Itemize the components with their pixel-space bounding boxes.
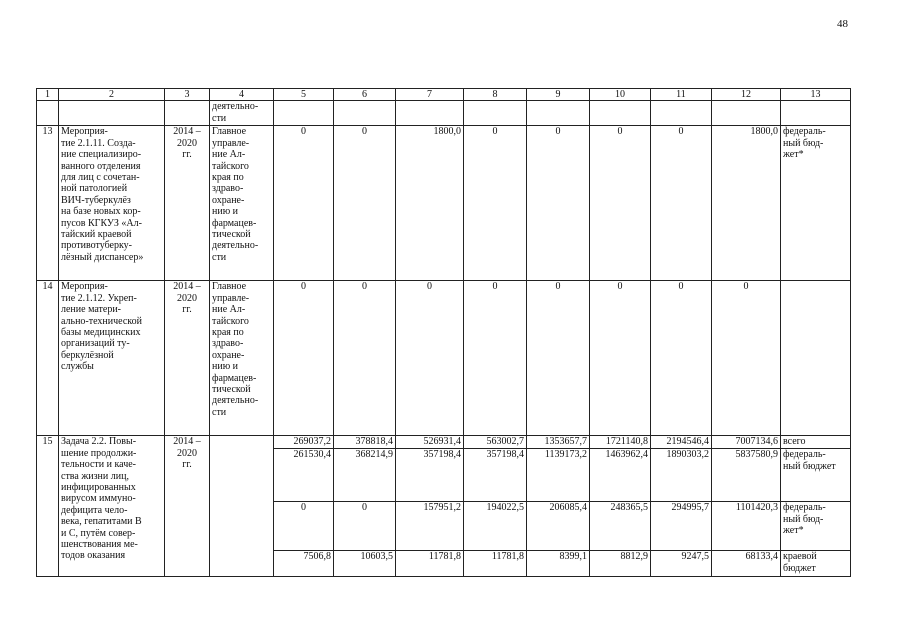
table-row xyxy=(37,126,851,281)
header-cell: 12 xyxy=(712,89,781,101)
executor-cell xyxy=(210,436,274,577)
executor-cell: деятельно- сти xyxy=(210,101,274,126)
period-cell: 2014 – 2020 гг. xyxy=(165,436,210,577)
measure-name: Мероприя- тие 2.1.12. Укреп- ление матери- ально-технической базы медицинских организаций ту- беркулёзной службы xyxy=(59,281,165,436)
source-cell xyxy=(781,281,851,436)
value-cell: 0 xyxy=(334,281,396,436)
value-cell: 0 xyxy=(651,281,712,436)
executor-cell: Главное управле- ние Ал- тайского края по здраво- охране- нию и фармацев- тической деятельно- сти xyxy=(210,126,274,281)
header-cell: 8 xyxy=(464,89,527,101)
value-cell: 0 xyxy=(464,126,527,281)
value-cell: 7506,8 xyxy=(274,551,334,577)
value-cell: 194022,5 xyxy=(464,502,527,551)
value-cell: 526931,4 xyxy=(396,436,464,449)
value-cell: 294995,7 xyxy=(651,502,712,551)
value-cell: 0 xyxy=(334,126,396,281)
value-cell: 0 xyxy=(527,281,590,436)
value-cell: 1353657,7 xyxy=(527,436,590,449)
executor-cell: Главное управле- ние Ал- тайского края по здраво- охране- нию и фармацев- тической деятельно- сти xyxy=(210,281,274,436)
value-cell: 261530,4 xyxy=(274,449,334,502)
header-cell: 3 xyxy=(165,89,210,101)
value-cell: 8399,1 xyxy=(527,551,590,577)
source-cell: всего xyxy=(781,436,851,449)
value-cell: 9247,5 xyxy=(651,551,712,577)
header-cell: 2 xyxy=(59,89,165,101)
source-cell: федераль- ный бюджет xyxy=(781,449,851,502)
value-cell: 0 xyxy=(274,281,334,436)
value-cell: 0 xyxy=(334,502,396,551)
table-row xyxy=(37,281,851,436)
value-cell: 0 xyxy=(590,126,651,281)
value-cell: 0 xyxy=(590,281,651,436)
value-cell: 269037,2 xyxy=(274,436,334,449)
value-cell: 11781,8 xyxy=(396,551,464,577)
value-cell: 1721140,8 xyxy=(590,436,651,449)
value-cell: 0 xyxy=(651,126,712,281)
value-cell: 157951,2 xyxy=(396,502,464,551)
row-number: 15 xyxy=(37,436,59,577)
header-cell: 11 xyxy=(651,89,712,101)
program-table xyxy=(36,88,851,577)
header-cell: 10 xyxy=(590,89,651,101)
period-cell: 2014 – 2020 гг. xyxy=(165,126,210,281)
value-cell: 1463962,4 xyxy=(590,449,651,502)
value-cell: 0 xyxy=(527,126,590,281)
measure-name: Мероприя- тие 2.1.11. Созда- ние специализиро- ванного отделения для лиц с сочетан- ной патологией ВИЧ-туберкулёз на базе новых кор- пусов КГКУЗ «Ал- тайский краевой противотуберку- лёзный диспансер» xyxy=(59,126,165,281)
value-cell: 357198,4 xyxy=(464,449,527,502)
value-cell: 68133,4 xyxy=(712,551,781,577)
value-cell: 8812,9 xyxy=(590,551,651,577)
value-cell: 0 xyxy=(396,281,464,436)
value-cell: 1800,0 xyxy=(712,126,781,281)
value-cell: 368214,9 xyxy=(334,449,396,502)
value-cell: 1890303,2 xyxy=(651,449,712,502)
value-cell: 7007134,6 xyxy=(712,436,781,449)
value-cell: 1800,0 xyxy=(396,126,464,281)
period-cell: 2014 – 2020 гг. xyxy=(165,281,210,436)
table-row xyxy=(37,101,851,126)
value-cell: 11781,8 xyxy=(464,551,527,577)
value-cell: 10603,5 xyxy=(334,551,396,577)
value-cell: 1101420,3 xyxy=(712,502,781,551)
page-number: 48 xyxy=(837,18,848,30)
value-cell: 563002,7 xyxy=(464,436,527,449)
value-cell: 2194546,4 xyxy=(651,436,712,449)
header-cell: 9 xyxy=(527,89,590,101)
row-number: 14 xyxy=(37,281,59,436)
measure-name: Задача 2.2. Повы- шение продолжи- тельности и каче- ства жизни лиц, инфицированных вирусом иммуно- дефицита чело- века, гепатитами В и С, путём совер- шенствования ме- тодов оказания xyxy=(59,436,165,577)
header-cell: 6 xyxy=(334,89,396,101)
header-cell: 5 xyxy=(274,89,334,101)
value-cell: 0 xyxy=(712,281,781,436)
header-cell: 13 xyxy=(781,89,851,101)
value-cell: 0 xyxy=(464,281,527,436)
header-cell: 7 xyxy=(396,89,464,101)
value-cell: 1139173,2 xyxy=(527,449,590,502)
value-cell: 206085,4 xyxy=(527,502,590,551)
value-cell: 5837580,9 xyxy=(712,449,781,502)
header-cell: 4 xyxy=(210,89,274,101)
source-cell: краевой бюджет xyxy=(781,551,851,577)
value-cell: 378818,4 xyxy=(334,436,396,449)
source-cell: федераль- ный бюд- жет* xyxy=(781,126,851,281)
table-row xyxy=(37,436,851,449)
value-cell: 0 xyxy=(274,126,334,281)
header-row xyxy=(37,89,851,101)
value-cell: 248365,5 xyxy=(590,502,651,551)
source-cell: федераль- ный бюд- жет* xyxy=(781,502,851,551)
value-cell: 0 xyxy=(274,502,334,551)
row-number: 13 xyxy=(37,126,59,281)
value-cell: 357198,4 xyxy=(396,449,464,502)
header-cell: 1 xyxy=(37,89,59,101)
